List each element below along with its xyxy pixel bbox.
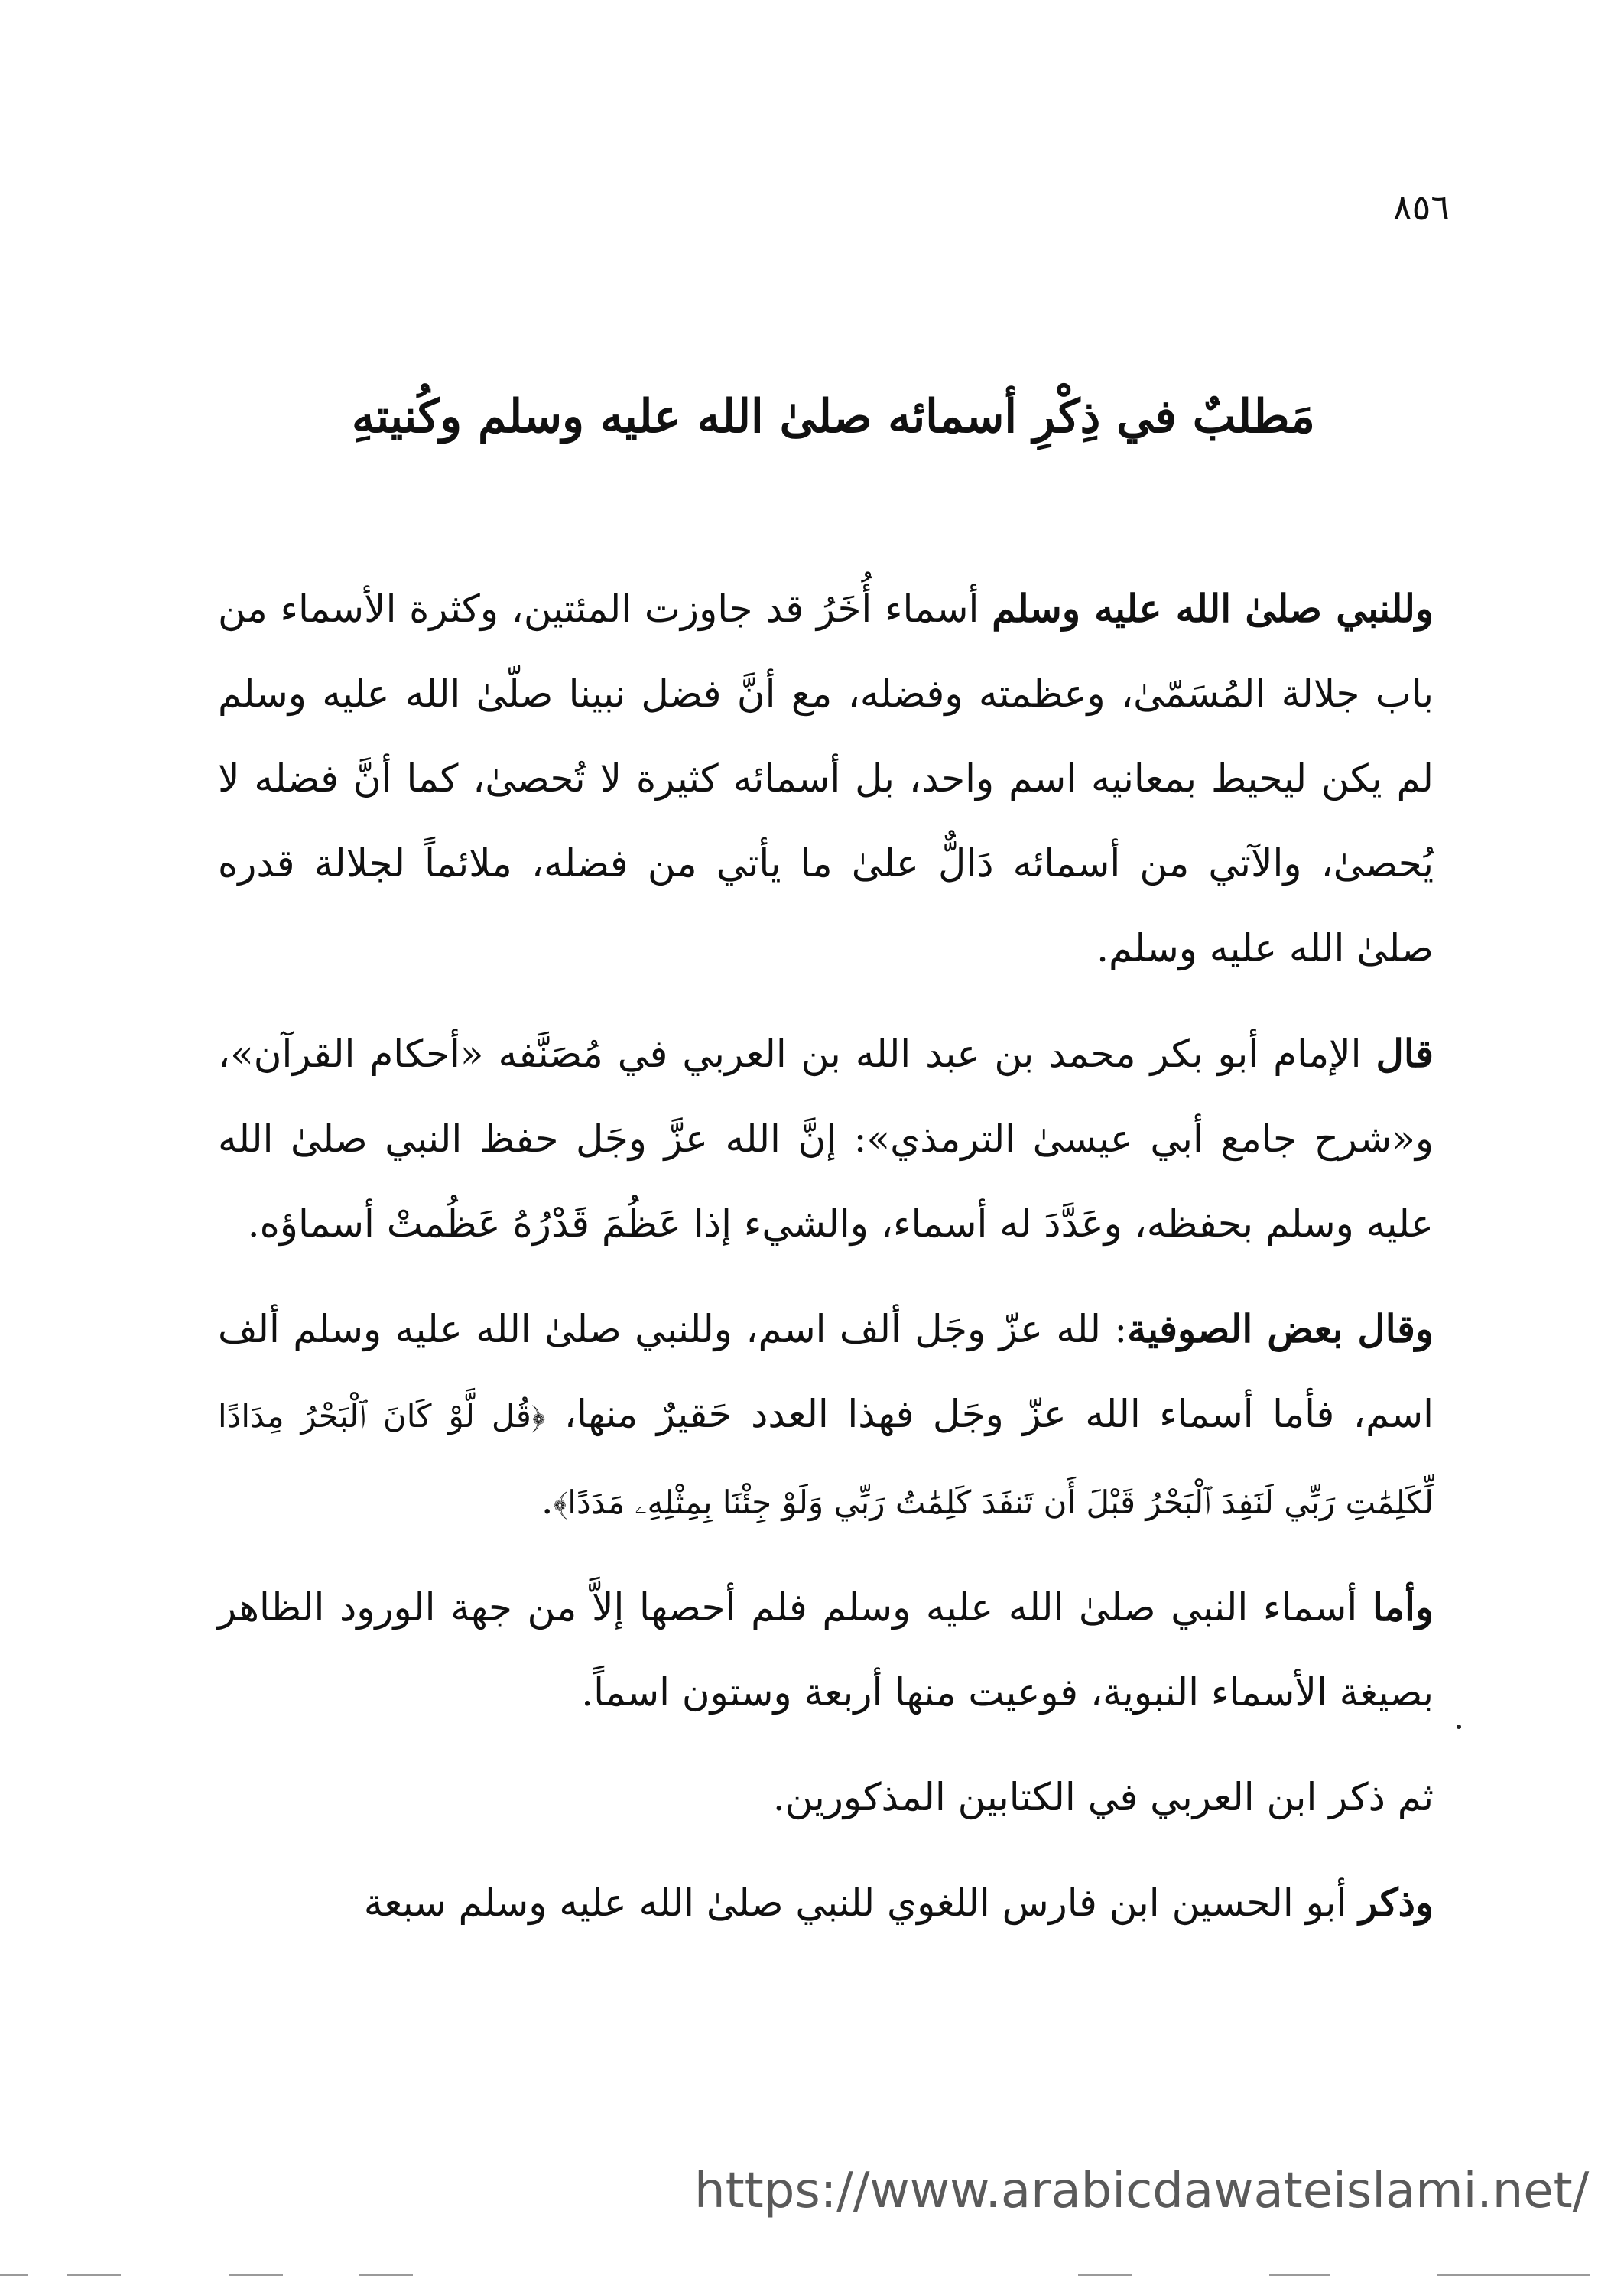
paragraph-5-text: ثم ذكر ابن العربي في الكتابين المذكورين. [772,1775,1434,1819]
watermark-url: https://www.arabicdawateislami.net/ [694,2163,1590,2219]
paragraph-1-text: أسماء أُخَرُ قد جاوزت المئتين، وكثرة الأسماء من باب جلالة المُسَمّىٰ، وعظمته وفضله، مع أنَّ فضل نبينا صلّىٰ الله عليه وسلم لم يكن ليحيط بمعانيه اسم واحد، بل أسمائه كثيرة لا تُحصىٰ، كما أنَّ فضله لا يُحصىٰ، والآتي من أسمائه دَالٌّ علىٰ ما يأتي من فضله، ملائماً لجلالة قدره صلىٰ الله عليه وسلم. [218,587,1434,970]
bottom-rule-5 [1078,2274,1132,2276]
scan-speck [1457,1725,1461,1729]
paragraph-4-lead: وأما [1372,1585,1434,1630]
body-text [218,566,1434,1965]
paragraph-2-text: الإمام أبو بكر محمد بن عبد الله بن العربي في مُصَنَّفه «أحكام القرآن»، و«شرح جامع أبي عيسىٰ الترمذي»: إنَّ الله عزَّ وجَل حفظ النبي صلىٰ الله عليه وسلم بحفظه، وعَدَّدَ له أسماء، والشيء إذا عَظُمَ قَدْرُهُ عَظُمتْ أسماؤه. [218,1032,1434,1246]
bottom-rule-4 [359,2274,413,2276]
bottom-rule-2 [67,2274,121,2276]
paragraph-3 [218,1286,1434,1545]
paragraph-4 [218,1565,1434,1735]
page-number: ٨٥٦ [1392,187,1450,228]
paragraph-3-tail: . [541,1478,554,1523]
paragraph-4-text: أسماء النبي صلىٰ الله عليه وسلم فلم أحصها إلاَّ من جهة الورود الظاهر بصيغة الأسماء النبوية، فوعيت منها أربعة وستون اسماً. [218,1585,1434,1715]
bottom-rule-3 [229,2274,283,2276]
paragraph-6 [218,1860,1434,1946]
bottom-rule-6 [1269,2274,1330,2276]
paragraph-2 [218,1011,1434,1266]
paragraph-6-lead: وذكر [1359,1880,1434,1925]
paragraph-1 [218,566,1434,991]
bottom-rule-right [1437,2274,1590,2276]
bottom-rule-left [0,2274,28,2276]
paragraph-1-lead: وللنبي صلىٰ الله عليه وسلم [992,586,1434,631]
quran-verse: ﴿قُل لَّوْ كَانَ ٱلْبَحْرُ مِدَادًا لِّكَلِمَٰتِ رَبِّي لَنَفِدَ ٱلْبَحْرُ قَبْلَ أَن تَنفَدَ كَلِمَٰتُ رَبِّي وَلَوْ جِئْنَا بِمِثْلِهِۦ مَدَدًا﴾ [218,1397,1434,1521]
paragraph-5 [218,1755,1434,1840]
paragraph-3-lead: وقال بعض الصوفية [1127,1306,1434,1351]
paragraph-6-text: أبو الحسين ابن فارس اللغوي للنبي صلىٰ الله عليه وسلم سبعة [363,1881,1359,1925]
section-title: مَطلبٌ في ذِكْرِ أسمائه صلىٰ الله عليه وسلم وكُنيتهِ [352,390,1315,444]
paragraph-3-text: : لله عزّ وجَل ألف اسم، وللنبي صلىٰ الله عليه وسلم ألف اسم، فأما أسماء الله عزّ وجَل فهذا العدد حَقيرٌ منها، [218,1307,1434,1436]
paragraph-2-lead: قال [1376,1031,1434,1076]
